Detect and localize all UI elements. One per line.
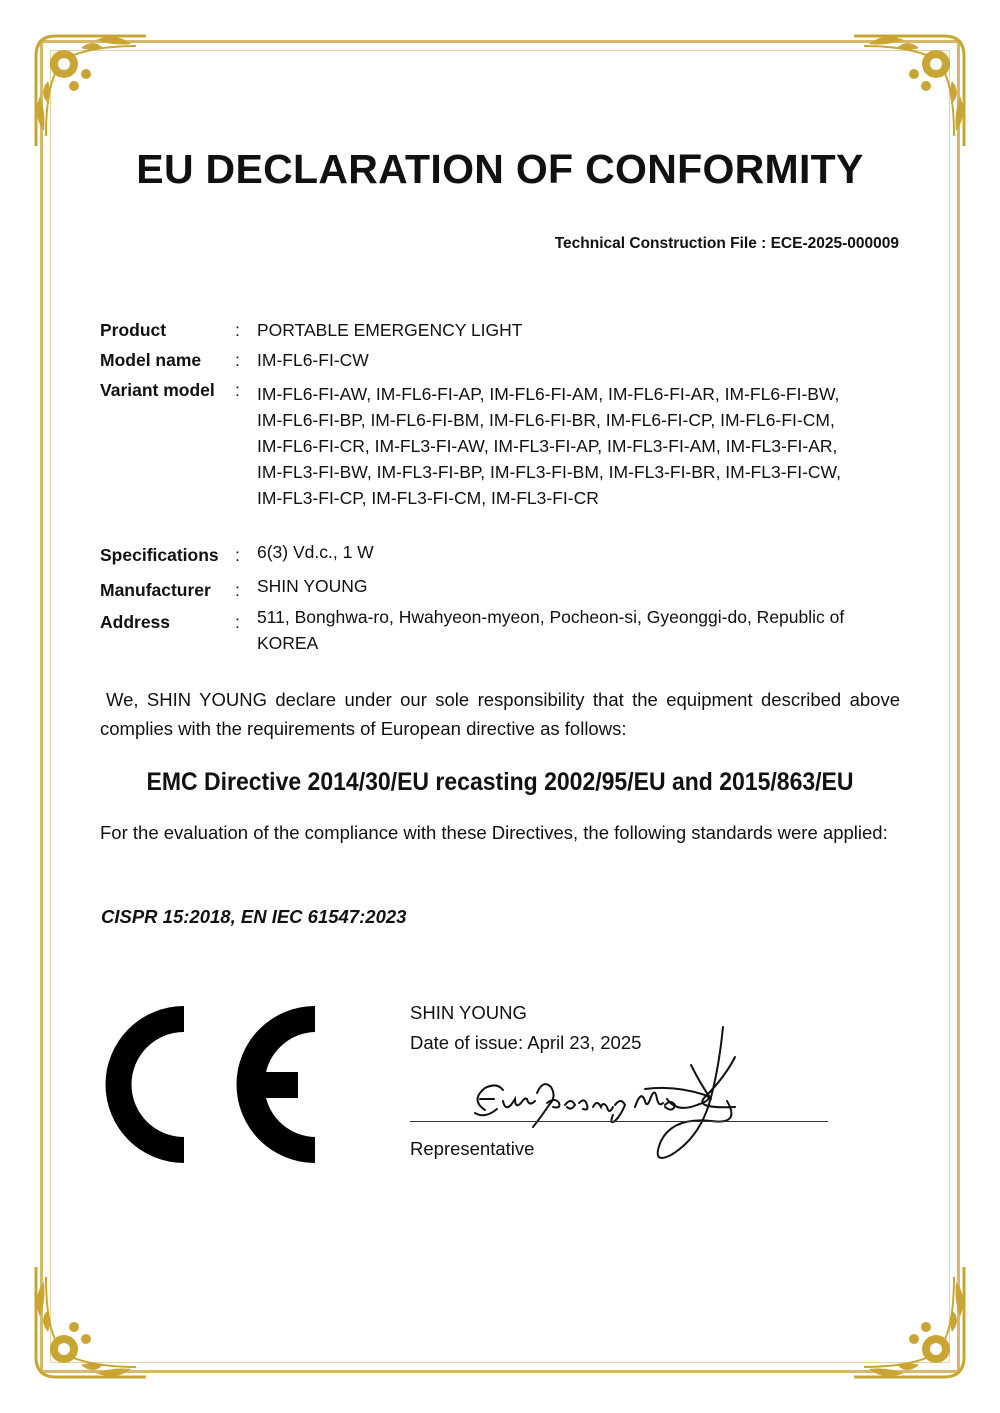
variant-model-line: IM-FL3-FI-BW, IM-FL3-FI-BP, IM-FL3-FI-BM, IM-FL3-FI-BR, IM-FL3-FI-CW, xyxy=(257,462,841,482)
corner-ornament-bottom-right xyxy=(844,1257,974,1387)
date-of-issue: Date of issue: April 23, 2025 xyxy=(410,1032,642,1053)
field-value: SHIN YOUNG xyxy=(257,576,368,596)
technical-file-number: Technical Construction File : ECE-2025-000009 xyxy=(554,235,899,252)
variant-model-line: IM-FL6-FI-AW, IM-FL6-FI-AP, IM-FL6-FI-AM, IM-FL6-FI-AR, IM-FL6-FI-BW, xyxy=(257,384,840,404)
corner-ornament-top-left xyxy=(26,26,156,156)
field-label: Address xyxy=(100,612,171,632)
field-colon: : xyxy=(235,580,240,600)
variant-model-line: IM-FL6-FI-CR, IM-FL3-FI-AW, IM-FL3-FI-AP, IM-FL3-FI-AM, IM-FL3-FI-AR, xyxy=(257,436,838,456)
ce-logo xyxy=(100,1006,318,1163)
variant-model-line: IM-FL3-FI-CP, IM-FL3-FI-CM, IM-FL3-FI-CR xyxy=(257,488,599,508)
corner-ornament-bottom-left xyxy=(26,1257,156,1387)
company-name: SHIN YOUNG xyxy=(410,1002,527,1023)
directive-heading: EMC Directive 2014/30/EU recasting 2002/95/EU and 2015/863/EU xyxy=(146,768,854,796)
declaration-statement: We, SHIN YOUNG declare under our sole responsibility that the equipment described above complies with the requirements of European directive as follows: xyxy=(100,689,900,739)
address-line: KOREA xyxy=(257,633,319,653)
field-label: Specifications xyxy=(100,545,219,565)
field-colon: : xyxy=(235,612,240,632)
field-label: Model name xyxy=(100,350,202,370)
address-value xyxy=(257,604,897,656)
field-value: PORTABLE EMERGENCY LIGHT xyxy=(257,320,523,340)
applied-standards: CISPR 15:2018, EN IEC 61547:2023 xyxy=(101,906,407,927)
field-value: IM-FL6-FI-CW xyxy=(257,350,369,370)
field-colon: : xyxy=(235,545,240,565)
variant-model-line: IM-FL6-FI-BP, IM-FL6-FI-BM, IM-FL6-FI-BR, IM-FL6-FI-CP, IM-FL6-FI-CM, xyxy=(257,410,835,430)
corner-ornament-top-right xyxy=(844,26,974,156)
field-colon: : xyxy=(235,380,240,400)
field-label: Product xyxy=(100,320,167,340)
field-label: Variant model xyxy=(100,380,215,400)
variant-model-list xyxy=(257,381,897,511)
field-label: Manufacturer xyxy=(100,580,211,600)
field-colon: : xyxy=(235,350,240,370)
document-title: EU DECLARATION OF CONFORMITY xyxy=(136,146,864,192)
signatory-role: Representative xyxy=(410,1138,535,1159)
field-colon: : xyxy=(235,320,240,340)
field-value: 6(3) Vd.c., 1 W xyxy=(257,542,374,562)
signature-line xyxy=(410,1121,828,1122)
address-line: 511, Bonghwa-ro, Hwahyeon-myeon, Pocheon-si, Gyeonggi-do, Republic of xyxy=(257,607,845,627)
evaluation-statement: For the evaluation of the compliance with these Directives, the following standards were applied: xyxy=(100,822,888,843)
